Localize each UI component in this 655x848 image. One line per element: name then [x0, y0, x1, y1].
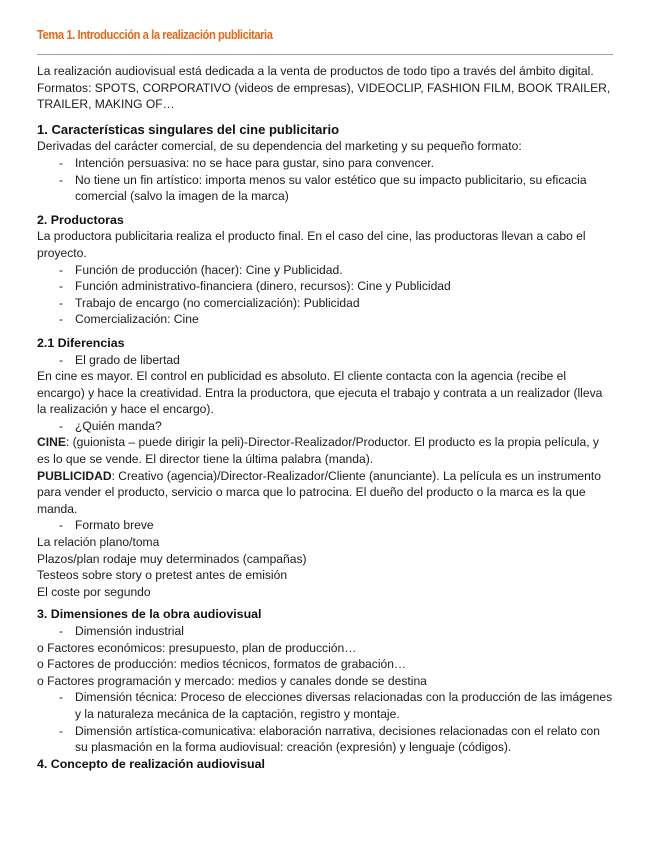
- document-title: Tema 1. Introducción a la realización publicitaria: [37, 27, 273, 42]
- section-2-1-list-a: [37, 352, 615, 369]
- factor-line: o Factores económicos: presupuesto, plan de producción…: [37, 640, 357, 655]
- section-1-lead: Derivadas del carácter comercial, de su dependencia del marketing y su pequeño formato:: [37, 139, 522, 154]
- list-item: - Función de producción (hacer): Cine y Publicidad.: [59, 262, 615, 279]
- section-3-list-b: [37, 689, 615, 755]
- list-item: - El grado de libertad: [59, 352, 615, 369]
- publicidad-label: PUBLICIDAD: [37, 468, 112, 483]
- section-3-list-a: [37, 623, 615, 640]
- publicidad-paragraph: [37, 468, 615, 518]
- freedom-paragraph: En cine es mayor. El control en publicidad es absoluto. El cliente contacta con la agencia (recibe el encargo) y hace la creatividad. Entra la productora, que ejecuta el trabajo y contrata a un realizador (lleva la realización y hace el encargo).: [37, 369, 603, 417]
- publicidad-text: : Creativo (agencia)/Director-Realizador/Cliente (anunciante). La película es un instrumento para vender el producto, servicio o marca que lo patrocina. El dueño del producto o la marca es la que manda.: [37, 468, 601, 516]
- cine-label: CINE: [37, 435, 66, 450]
- list-item: - Trabajo de encargo (no comercialización): Publicidad: [59, 295, 615, 312]
- text-line: El coste por segundo: [37, 584, 151, 599]
- list-item: - Intención persuasiva: no se hace para gustar, sino para convencer.: [59, 155, 615, 172]
- section-2-heading: 2. Productoras: [37, 212, 124, 227]
- section-1-list: [37, 155, 615, 205]
- text-line: Plazos/plan rodaje muy determinados (campañas): [37, 551, 307, 566]
- text-line: Testeos sobre story o pretest antes de emisión: [37, 568, 288, 583]
- text-line: La relación plano/toma: [37, 535, 160, 550]
- cine-text: : (guionista – puede dirigir la peli)-Director-Realizador/Productor. El producto es la propia película, y es lo que se vende. El director tiene la última palabra (manda).: [37, 435, 599, 467]
- list-item: - Dimensión artística-comunicativa: elaboración narrativa, decisiones relacionadas con el relato con su plasmación en la forma audiovisual: creación (expresión) y lenguaje (códigos).: [59, 723, 615, 756]
- title-divider: [37, 54, 613, 55]
- factor-line: o Factores de producción: medios técnicos, formatos de grabación…: [37, 657, 407, 672]
- factor-line: o Factores programación y mercado: medios y canales donde se destina: [37, 673, 427, 688]
- section-2-lead: La productora publicitaria realiza el producto final. En el caso del cine, las productoras llevan a cabo el proyecto.: [37, 229, 586, 260]
- section-2-1-list-c: [37, 517, 615, 534]
- intro-paragraph: La realización audiovisual está dedicada a la venta de productos de todo tipo a través del ámbito digital.: [37, 64, 594, 78]
- section-2-list: [37, 262, 615, 328]
- section-3-heading: 3. Dimensiones de la obra audiovisual: [37, 607, 262, 622]
- list-item: - Dimensión técnica: Proceso de elecciones diversas relacionadas con la producción de las imágenes y la naturaleza mecánica de la captación, registro y montaje.: [59, 689, 615, 722]
- list-item: - Dimensión industrial: [59, 623, 615, 640]
- list-item: - No tiene un fin artístico: importa menos su valor estético que su impacto publicitario, su eficacia comercial (salvo la imagen de la marca): [59, 172, 615, 205]
- document-page: [37, 26, 615, 772]
- list-item: - Formato breve: [59, 517, 615, 534]
- section-2-1-heading: 2.1 Diferencias: [37, 335, 125, 350]
- list-item: - Comercialización: Cine: [59, 311, 615, 328]
- section-2-1-list-b: [37, 418, 615, 435]
- section-4-heading: 4. Concepto de realización audiovisual: [37, 756, 265, 771]
- cine-paragraph: [37, 434, 615, 467]
- list-item: - ¿Quién manda?: [59, 418, 615, 435]
- section-1-heading: 1. Características singulares del cine publicitario: [37, 121, 340, 137]
- list-item: - Función administrativo-financiera (dinero, recursos): Cine y Publicidad: [59, 278, 615, 295]
- formats-paragraph: Formatos: SPOTS, CORPORATIVO (videos de empresas), VIDEOCLIP, FASHION FILM, BOOK TRAILER, TRAILER, MAKING OF…: [37, 80, 611, 112]
